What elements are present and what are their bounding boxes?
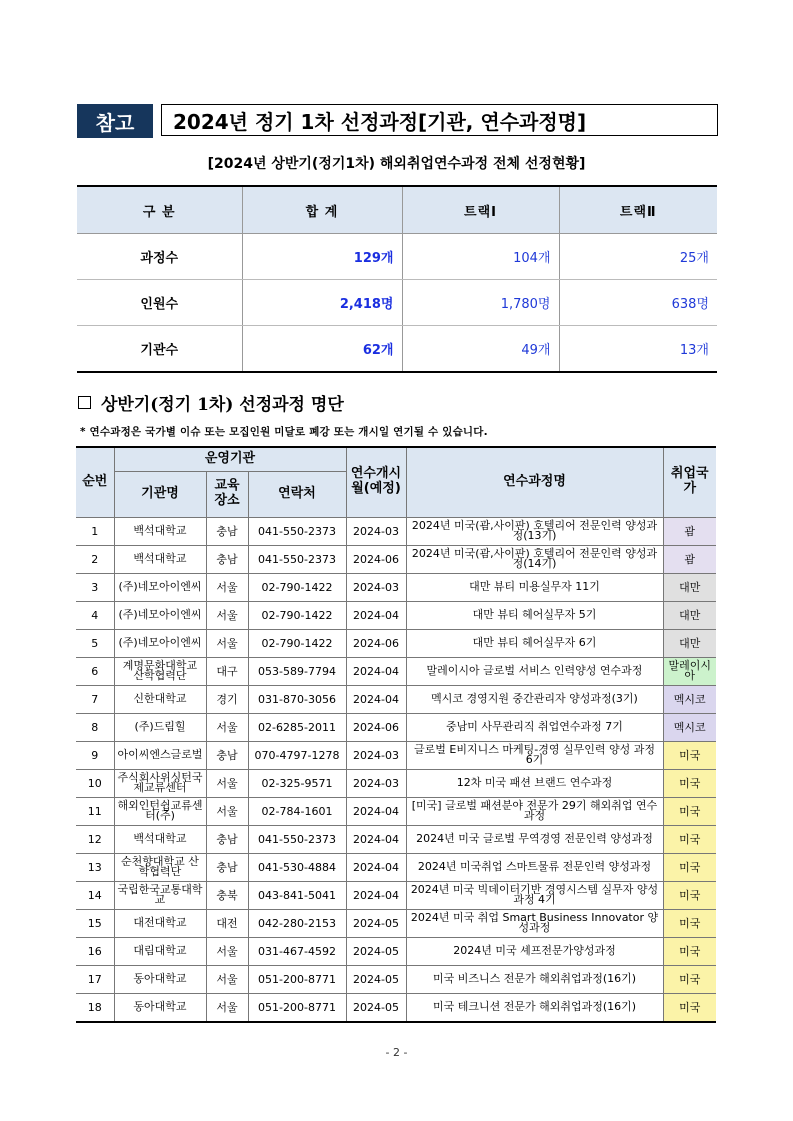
start-month: 2024-05 — [346, 965, 406, 993]
summary-track2: 638명 — [559, 280, 717, 326]
contact-number: 041-550-2373 — [248, 517, 346, 545]
section-title: 상반기(정기 1차) 선정과정 명단 — [101, 395, 344, 415]
course-name: 2024년 미국(괌,사이판) 호텔리어 전문인력 양성과정(13기) — [406, 517, 663, 545]
row-number: 4 — [76, 601, 114, 629]
summary-row-people — [77, 280, 717, 326]
training-location: 서울 — [206, 629, 248, 657]
summary-row-label: 기관수 — [77, 326, 242, 373]
contact-number: 02-784-1601 — [248, 797, 346, 825]
employment-country: 미국 — [663, 769, 716, 797]
row-number: 11 — [76, 797, 114, 825]
institution-name: 해외인턴쉽교류센터(주) — [114, 797, 206, 825]
institution-name: 대림대학교 — [114, 937, 206, 965]
start-month: 2024-05 — [346, 993, 406, 1022]
training-location: 충남 — [206, 545, 248, 573]
table-row — [76, 769, 716, 797]
start-month: 2024-04 — [346, 685, 406, 713]
institution-name: (주)드림힐 — [114, 713, 206, 741]
table-row — [76, 881, 716, 909]
col-region: 교육장소 — [206, 471, 248, 517]
employment-country: 대만 — [663, 629, 716, 657]
course-name: 대만 뷰티 미용실무자 11기 — [406, 573, 663, 601]
table-row — [76, 685, 716, 713]
heading-title: 2024년 정기 1차 선정과정[기관, 연수과정명] — [161, 104, 718, 136]
row-number: 7 — [76, 685, 114, 713]
contact-number: 042-280-2153 — [248, 909, 346, 937]
table-row — [76, 853, 716, 881]
reference-badge: 참고 — [77, 104, 153, 138]
table-row — [76, 993, 716, 1022]
course-name: 12차 미국 패션 브랜드 연수과정 — [406, 769, 663, 797]
institution-name: 동아대학교 — [114, 965, 206, 993]
table-row — [76, 629, 716, 657]
start-month: 2024-05 — [346, 909, 406, 937]
summary-track1: 1,780명 — [402, 280, 559, 326]
start-month: 2024-04 — [346, 657, 406, 685]
section-heading — [78, 390, 344, 415]
contact-number: 02-790-1422 — [248, 629, 346, 657]
checkbox-square-icon — [78, 396, 91, 409]
row-number: 13 — [76, 853, 114, 881]
col-org: 기관명 — [114, 471, 206, 517]
summary-total: 129개 — [242, 234, 402, 280]
table-row — [76, 937, 716, 965]
table-row — [76, 713, 716, 741]
institution-name: 계명문화대학교 산학협력단 — [114, 657, 206, 685]
contact-number: 02-325-9571 — [248, 769, 346, 797]
course-name: 2024년 미국 취업 Smart Business Innovator 양성과정 — [406, 909, 663, 937]
summary-row-courses — [77, 234, 717, 280]
institution-name: 백석대학교 — [114, 517, 206, 545]
contact-number: 02-790-1422 — [248, 601, 346, 629]
table-row — [76, 909, 716, 937]
col-country: 취업국가 — [663, 447, 716, 517]
training-location: 충남 — [206, 741, 248, 769]
institution-name: (주)네모아이엔씨 — [114, 573, 206, 601]
institution-name: 동아대학교 — [114, 993, 206, 1022]
employment-country: 괌 — [663, 545, 716, 573]
row-number: 8 — [76, 713, 114, 741]
row-number: 9 — [76, 741, 114, 769]
page-heading — [77, 104, 718, 138]
institution-name: 아이씨엔스글로벌 — [114, 741, 206, 769]
institution-name: 대전대학교 — [114, 909, 206, 937]
employment-country: 미국 — [663, 993, 716, 1022]
contact-number: 031-870-3056 — [248, 685, 346, 713]
summary-row-label: 인원수 — [77, 280, 242, 326]
summary-subtitle: [2024년 상반기(정기1차) 해외취업연수과정 전체 선정현황] — [207, 156, 586, 172]
row-number: 16 — [76, 937, 114, 965]
training-location: 충남 — [206, 853, 248, 881]
table-row — [76, 825, 716, 853]
row-number: 2 — [76, 545, 114, 573]
employment-country: 미국 — [663, 825, 716, 853]
course-name: 글로벌 E비지니스 마케팅-경영 실무인력 양성 과정 6기 — [406, 741, 663, 769]
start-month: 2024-03 — [346, 741, 406, 769]
contact-number: 053-589-7794 — [248, 657, 346, 685]
training-location: 서울 — [206, 601, 248, 629]
summary-track1: 104개 — [402, 234, 559, 280]
contact-number: 051-200-8771 — [248, 993, 346, 1022]
row-number: 10 — [76, 769, 114, 797]
institution-name: 백석대학교 — [114, 545, 206, 573]
start-month: 2024-03 — [346, 769, 406, 797]
training-location: 서울 — [206, 965, 248, 993]
course-name: 2024년 미국 글로벌 무역경영 전문인력 양성과정 — [406, 825, 663, 853]
table-row — [76, 741, 716, 769]
row-number: 14 — [76, 881, 114, 909]
employment-country: 멕시코 — [663, 685, 716, 713]
col-contact: 연락처 — [248, 471, 346, 517]
course-name: 대만 뷰티 헤어실무자 5기 — [406, 601, 663, 629]
course-list-table — [76, 446, 716, 1023]
summary-total: 62개 — [242, 326, 402, 373]
training-location: 대전 — [206, 909, 248, 937]
training-location: 서울 — [206, 713, 248, 741]
col-operator: 운영기관 — [114, 447, 346, 471]
employment-country: 미국 — [663, 853, 716, 881]
training-location: 대구 — [206, 657, 248, 685]
table-row — [76, 797, 716, 825]
employment-country: 미국 — [663, 965, 716, 993]
contact-number: 051-200-8771 — [248, 965, 346, 993]
course-name: 말레이시아 글로벌 서비스 인력양성 연수과정 — [406, 657, 663, 685]
table-row — [76, 965, 716, 993]
course-name: [미국] 글로벌 패션분야 전문가 29기 해외취업 연수과정 — [406, 797, 663, 825]
employment-country: 미국 — [663, 909, 716, 937]
course-name: 대만 뷰티 헤어실무자 6기 — [406, 629, 663, 657]
training-location: 서울 — [206, 993, 248, 1022]
start-month: 2024-04 — [346, 601, 406, 629]
start-month: 2024-06 — [346, 545, 406, 573]
table-row — [76, 573, 716, 601]
start-month: 2024-06 — [346, 713, 406, 741]
course-name: 2024년 미국 빅데이터기반 경영시스템 실무자 양성과정 4기 — [406, 881, 663, 909]
col-no: 순번 — [76, 447, 114, 517]
row-number: 15 — [76, 909, 114, 937]
row-number: 12 — [76, 825, 114, 853]
table-row — [76, 601, 716, 629]
employment-country: 미국 — [663, 797, 716, 825]
contact-number: 02-6285-2011 — [248, 713, 346, 741]
course-name: 멕시코 경영지원 중간관리자 양성과정(3기) — [406, 685, 663, 713]
institution-name: 백석대학교 — [114, 825, 206, 853]
course-name: 미국 테크니션 전문가 해외취업과정(16기) — [406, 993, 663, 1022]
table-row — [76, 517, 716, 545]
summary-track2: 13개 — [559, 326, 717, 373]
summary-track1: 49개 — [402, 326, 559, 373]
start-month: 2024-03 — [346, 573, 406, 601]
summary-header-category: 구 분 — [77, 186, 242, 234]
employment-country: 미국 — [663, 881, 716, 909]
employment-country: 대만 — [663, 573, 716, 601]
employment-country: 말레이시아 — [663, 657, 716, 685]
course-name: 미국 비즈니스 전문가 해외취업과정(16기) — [406, 965, 663, 993]
course-name: 2024년 미국취업 스마트물류 전문인력 양성과정 — [406, 853, 663, 881]
section-note: * 연수과정은 국가별 이슈 또는 모집인원 미달로 폐강 또는 개시일 연기될 수 있습니다. — [80, 426, 488, 438]
col-start: 연수개시월(예정) — [346, 447, 406, 517]
training-location: 서울 — [206, 797, 248, 825]
page-number: - 2 - — [385, 1046, 408, 1059]
contact-number: 043-841-5041 — [248, 881, 346, 909]
start-month: 2024-03 — [346, 517, 406, 545]
contact-number: 041-550-2373 — [248, 545, 346, 573]
contact-number: 070-4797-1278 — [248, 741, 346, 769]
course-name: 2024년 미국 셰프전문가양성과정 — [406, 937, 663, 965]
table-row — [76, 545, 716, 573]
employment-country: 괌 — [663, 517, 716, 545]
start-month: 2024-05 — [346, 937, 406, 965]
contact-number: 031-467-4592 — [248, 937, 346, 965]
employment-country: 멕시코 — [663, 713, 716, 741]
employment-country: 대만 — [663, 601, 716, 629]
row-number: 6 — [76, 657, 114, 685]
course-name: 중남미 사무관리직 취업연수과정 7기 — [406, 713, 663, 741]
training-location: 경기 — [206, 685, 248, 713]
start-month: 2024-04 — [346, 853, 406, 881]
summary-track2: 25개 — [559, 234, 717, 280]
training-location: 충남 — [206, 825, 248, 853]
institution-name: 순천향대학교 산학협력단 — [114, 853, 206, 881]
col-course: 연수과정명 — [406, 447, 663, 517]
training-location: 서울 — [206, 573, 248, 601]
row-number: 5 — [76, 629, 114, 657]
training-location: 서울 — [206, 769, 248, 797]
summary-header-track2: 트랙Ⅱ — [559, 186, 717, 234]
summary-header-track1: 트랙Ⅰ — [402, 186, 559, 234]
contact-number: 041-550-2373 — [248, 825, 346, 853]
training-location: 충북 — [206, 881, 248, 909]
summary-header-total: 합 계 — [242, 186, 402, 234]
institution-name: 국립한국교통대학교 — [114, 881, 206, 909]
contact-number: 041-530-4884 — [248, 853, 346, 881]
training-location: 서울 — [206, 937, 248, 965]
employment-country: 미국 — [663, 741, 716, 769]
table-row — [76, 657, 716, 685]
row-number: 3 — [76, 573, 114, 601]
institution-name: (주)네모아이엔씨 — [114, 601, 206, 629]
summary-table — [77, 185, 717, 373]
summary-row-institutions — [77, 326, 717, 373]
start-month: 2024-04 — [346, 881, 406, 909]
start-month: 2024-04 — [346, 825, 406, 853]
row-number: 18 — [76, 993, 114, 1022]
institution-name: 신한대학교 — [114, 685, 206, 713]
start-month: 2024-06 — [346, 629, 406, 657]
summary-row-label: 과정수 — [77, 234, 242, 280]
row-number: 1 — [76, 517, 114, 545]
row-number: 17 — [76, 965, 114, 993]
start-month: 2024-04 — [346, 797, 406, 825]
institution-name: (주)네모아이엔씨 — [114, 629, 206, 657]
summary-total: 2,418명 — [242, 280, 402, 326]
contact-number: 02-790-1422 — [248, 573, 346, 601]
institution-name: 주식회사위싱턴국제교류센터 — [114, 769, 206, 797]
course-name: 2024년 미국(괌,사이판) 호텔리어 전문인력 양성과정(14기) — [406, 545, 663, 573]
training-location: 충남 — [206, 517, 248, 545]
employment-country: 미국 — [663, 937, 716, 965]
